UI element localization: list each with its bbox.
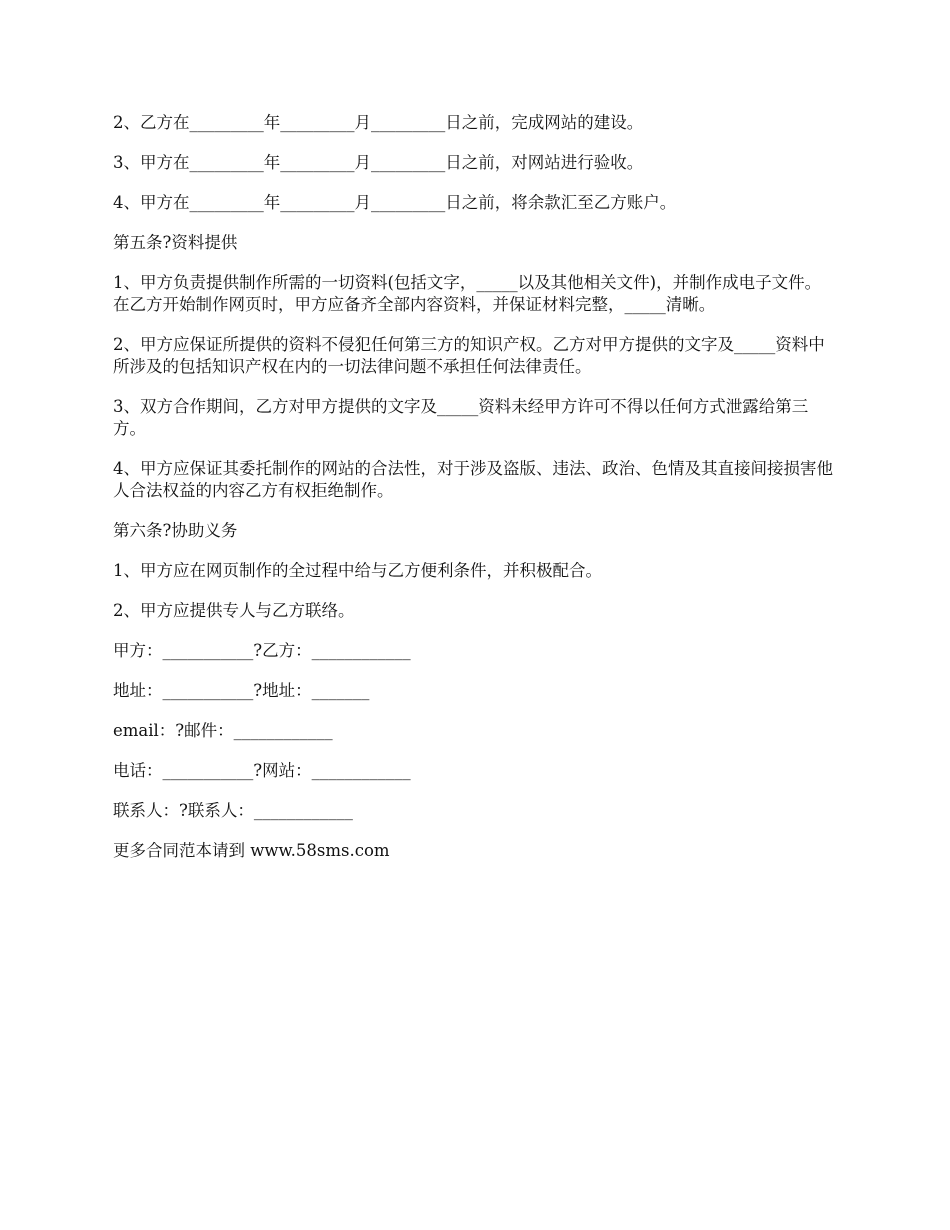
- schedule-item: 3、甲方在_________年_________月_________日之前，对网站进行验收。: [113, 153, 644, 172]
- schedule-item: 2、乙方在_________年_________月_________日之前，完成网站的建设。: [113, 113, 644, 132]
- article-6-item: 1、甲方应在网页制作的全过程中给与乙方便利条件，并积极配合。: [113, 561, 602, 580]
- contract-page: [113, 112, 835, 862]
- schedule-item: 4、甲方在_________年_________月_________日之前，将余款汇至乙方账户。: [113, 193, 677, 212]
- article-5-item: 3、双方合作期间，乙方对甲方提供的文字及_____资料未经甲方许可不得以任何方式泄露给第三方。: [113, 397, 809, 438]
- article-6-title: 第六条?协助义务: [113, 521, 238, 540]
- signature-email-line: email：?邮件：____________: [113, 721, 333, 740]
- signature-party-line: 甲方：___________?乙方：____________: [113, 641, 411, 660]
- article-5-item: 4、甲方应保证其委托制作的网站的合法性，对于涉及盗版、违法、政治、色情及其直接间接损害他人合法权益的内容乙方有权拒绝制作。: [113, 459, 833, 500]
- signature-contact-line: 联系人：?联系人：____________: [113, 801, 353, 820]
- signature-phone-line: 电话：___________?网站：____________: [113, 761, 411, 780]
- article-5-item: 2、甲方应保证所提供的资料不侵犯任何第三方的知识产权。乙方对甲方提供的文字及_____资料中所涉及的包括知识产权在内的一切法律问题不承担任何法律责任。: [113, 335, 825, 376]
- signature-address-line: 地址：___________?地址：_______: [113, 681, 370, 700]
- article-5-item: 1、甲方负责提供制作所需的一切资料(包括文字，_____以及其他相关文件)，并制作成电子文件。在乙方开始制作网页时，甲方应备齐全部内容资料，并保证材料完整，_____清晰。: [113, 273, 822, 314]
- footer-link-text: 更多合同范本请到 www.58sms.com: [113, 841, 390, 860]
- article-5-title: 第五条?资料提供: [113, 233, 238, 252]
- article-6-item: 2、甲方应提供专人与乙方联络。: [113, 601, 355, 620]
